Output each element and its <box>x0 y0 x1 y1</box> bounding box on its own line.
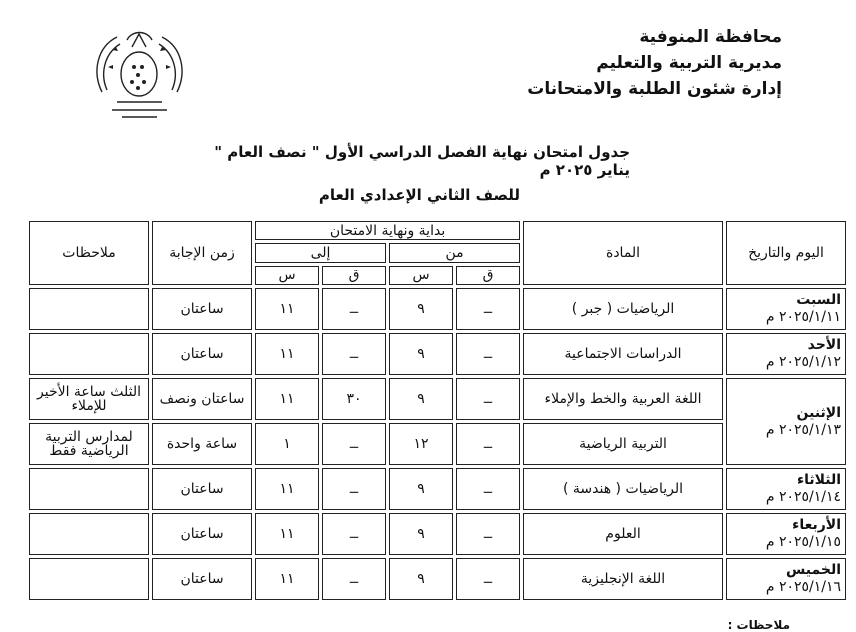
duration-cell: ساعة واحدة <box>152 423 252 465</box>
notes-cell <box>29 513 149 555</box>
exam-date: ٢٠٢٥/١/١٢ م <box>765 354 842 370</box>
to-hour-cell: ١١ <box>255 378 319 420</box>
day-date-cell <box>726 513 846 555</box>
from-minute-cell: ــ <box>456 288 520 330</box>
table-header-row <box>29 221 846 240</box>
header-from: من <box>389 243 520 262</box>
duration-cell: ساعتان <box>152 468 252 510</box>
exam-schedule-table <box>26 218 849 603</box>
header-from-minute: ق <box>456 266 520 285</box>
notes-cell <box>29 288 149 330</box>
from-hour-cell: ٩ <box>389 333 453 375</box>
header-to: إلى <box>255 243 386 262</box>
to-minute-cell: ــ <box>322 333 386 375</box>
exam-date: ٢٠٢٥/١/١١ م <box>765 309 842 325</box>
duration-cell: ساعتان <box>152 288 252 330</box>
notes-cell <box>29 468 149 510</box>
document-header <box>452 24 782 102</box>
day-name: الأربعاء <box>792 517 842 533</box>
day-date-cell <box>726 468 846 510</box>
duration-cell: ساعتان ونصف <box>152 378 252 420</box>
notes-cell <box>29 558 149 600</box>
subject-cell: اللغة الإنجليزية <box>523 558 723 600</box>
from-minute-cell: ــ <box>456 333 520 375</box>
subject-cell: اللغة العربية والخط والإملاء <box>523 378 723 420</box>
day-date-cell <box>726 378 846 465</box>
table-row <box>29 423 846 465</box>
to-hour-cell: ١١ <box>255 288 319 330</box>
header-day-date: اليوم والتاريخ <box>726 221 846 285</box>
table-row <box>29 513 846 555</box>
header-duration: زمن الإجابة <box>152 221 252 285</box>
subject-cell: الرياضيات ( هندسة ) <box>523 468 723 510</box>
to-minute-cell: ــ <box>322 423 386 465</box>
header-to-minute: ق <box>322 266 386 285</box>
exam-date: ٢٠٢٥/١/١٦ م <box>765 579 842 595</box>
day-name: الإثنين <box>796 404 842 421</box>
table-row <box>29 378 846 420</box>
from-minute-cell: ــ <box>456 468 520 510</box>
table-row <box>29 558 846 600</box>
to-minute-cell: ــ <box>322 468 386 510</box>
department-name: إدارة شئون الطلبة والامتحانات <box>527 79 782 99</box>
to-minute-cell: ــ <box>322 558 386 600</box>
from-hour-cell: ٩ <box>389 513 453 555</box>
subject-cell: التربية الرياضية <box>523 423 723 465</box>
governorate-name: محافظة المنوفية <box>639 27 782 47</box>
from-hour-cell: ٩ <box>389 288 453 330</box>
governorate-emblem-logo <box>82 22 197 127</box>
day-date-cell <box>726 288 846 330</box>
subject-cell: الرياضيات ( جبر ) <box>523 288 723 330</box>
to-hour-cell: ١١ <box>255 513 319 555</box>
day-date-cell <box>726 333 846 375</box>
to-hour-cell: ١١ <box>255 558 319 600</box>
to-minute-cell: ــ <box>322 513 386 555</box>
notes-cell <box>29 333 149 375</box>
duration-cell: ساعتان <box>152 513 252 555</box>
notes-cell: لمدارس التربية الرياضية فقط <box>29 423 149 465</box>
table-row <box>29 468 846 510</box>
header-subject: المادة <box>523 221 723 285</box>
day-date-cell <box>726 558 846 600</box>
from-minute-cell: ــ <box>456 558 520 600</box>
table-row <box>29 288 846 330</box>
from-minute-cell: ــ <box>456 378 520 420</box>
directorate-name: مديرية التربية والتعليم <box>596 53 782 73</box>
to-minute-cell: ــ <box>322 288 386 330</box>
from-hour-cell: ٩ <box>389 378 453 420</box>
from-hour-cell: ١٢ <box>389 423 453 465</box>
header-notes: ملاحظات <box>29 221 149 285</box>
document-subtitle: للصف الثاني الإعدادي العام <box>318 186 520 204</box>
header-exam-window: بداية ونهاية الامتحان <box>255 221 520 240</box>
day-name: الثلاثاء <box>796 472 842 488</box>
exam-date: ٢٠٢٥/١/١٣ م <box>765 421 842 438</box>
header-from-hour: س <box>389 266 453 285</box>
duration-cell: ساعتان <box>152 558 252 600</box>
duration-cell: ساعتان <box>152 333 252 375</box>
day-name: الخميس <box>785 562 842 578</box>
to-minute-cell: ٣٠ <box>322 378 386 420</box>
exam-date: ٢٠٢٥/١/١٥ م <box>765 534 842 550</box>
from-hour-cell: ٩ <box>389 468 453 510</box>
to-hour-cell: ١ <box>255 423 319 465</box>
from-minute-cell: ــ <box>456 513 520 555</box>
subject-cell: العلوم <box>523 513 723 555</box>
document-title: جدول امتحان نهاية الفصل الدراسي الأول " نصف العام " يناير ٢٠٢٥ م <box>214 143 630 179</box>
notes-footer-label: ملاحظات : <box>727 618 790 632</box>
header-to-hour: س <box>255 266 319 285</box>
day-name: الأحد <box>807 337 842 353</box>
exam-date: ٢٠٢٥/١/١٤ م <box>765 489 842 505</box>
subject-cell: الدراسات الاجتماعية <box>523 333 723 375</box>
table-row <box>29 333 846 375</box>
to-hour-cell: ١١ <box>255 333 319 375</box>
to-hour-cell: ١١ <box>255 468 319 510</box>
from-hour-cell: ٩ <box>389 558 453 600</box>
from-minute-cell: ــ <box>456 423 520 465</box>
notes-cell: الثلث ساعة الأخير للإملاء <box>29 378 149 420</box>
day-name: السبت <box>796 292 842 308</box>
